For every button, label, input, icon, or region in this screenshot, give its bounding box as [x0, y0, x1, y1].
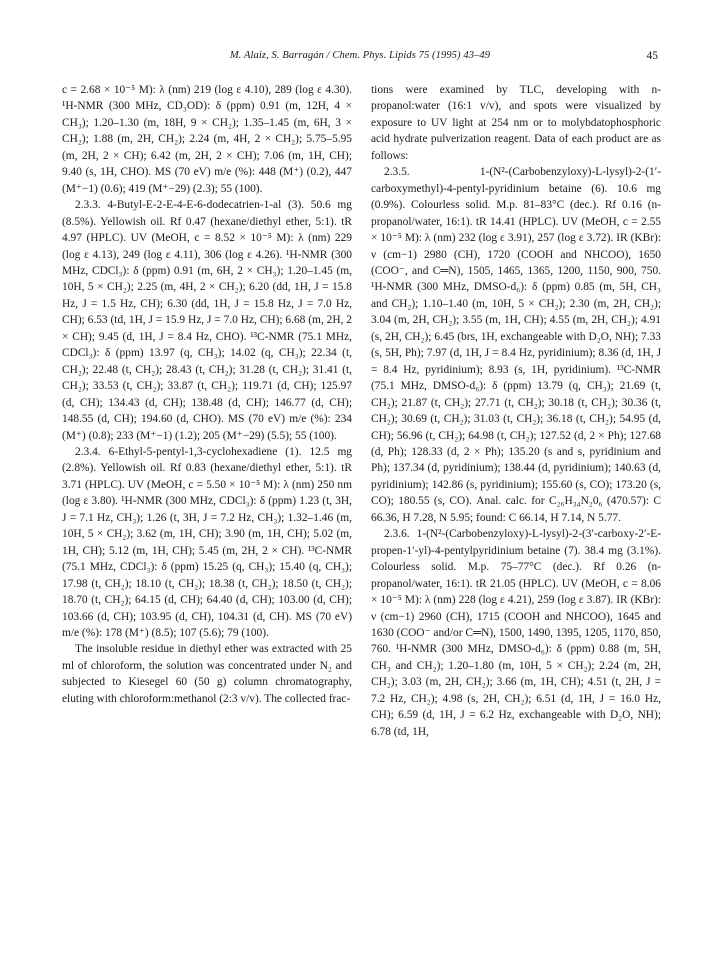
paragraph: c = 2.68 × 10⁻⁵ M): λ (nm) 219 (log ε 4.10), 289 (log ε 4.30). ¹H-NMR (300 MHz, CD₃OD): δ (ppm) 0.91 (m, 12H, 4 × CH₃); 1.20–1.30 (m, 18H, 9 × CH₂); 1.35–1.45 (m, 6H, 3 × CH₂); 1.88 (m, 2H, CH₂); 2.24 (m, 4H, 2 × CH₂); 5.75–5.95 (m, 2H, 2 × CH); 6.42 (m, 2H, 2 × CH); 7.06 (m, 1H, CH); 9.40 (s, 1H, CHO). MS (70 eV) m/e (%): 448 (M⁺) (0.2), 447 (M⁺−1) (0.6); 419 (M⁺−29) (2.3); 55 (100).: [62, 84, 352, 195]
section-2-3-3: 2.3.3. 4-Butyl-E-2-E-4-E-6-dodecatrien-1-al (3). 50.6 mg (8.5%). Yellowish oil. Rf 0.47 (hexane/diethyl ether, 5:1). tR 4.97 (HPLC). UV (MeOH, c = 8.52 × 10⁻⁵ M): λ (nm) 229 (log ε 4.13), 249 (log ε 4.11), 306 (log ε 4.26). ¹H-NMR (300 MHz, CDCl₃): δ (ppm) 0.91 (m, 6H, 2 × CH₃); 1.20–1.45 (m, 10H, 5 × CH₂); 2.25 (m, 4H, 2 × CH₂); 6.20 (dd, 1H, J = 15.8 Hz, J = 1.5 Hz, CH); 6.30 (dd, 1H, J = 15.8 Hz, J = 7.0 Hz, CH); 6.53 (td, 1H, J = 15.9 Hz, J = 7.0 Hz, CH); 6.68 (m, 2H, 2 × CH); 9.45 (d, 1H, J = 8.4 Hz, CHO). ¹³C-NMR (75.1 MHz, CDCl₃): δ (ppm) 13.97 (q, CH₃); 14.02 (q, CH₃); 22.34 (t, CH₂); 22.48 (t, CH₂); 28.43 (t, CH₂); 31.28 (t, CH₂); 31.41 (t, CH₂); 33.53 (t, CH₂); 33.87 (t, CH₂); 119.71 (d, CH); 125.97 (d, CH); 134.43 (d, CH); 138.48 (d, CH); 146.77 (d, CH); 148.55 (d, CH); 194.60 (d, CHO). MS (70 eV) m/e (%): 234 (M⁺) (0.8); 233 (M⁺−1) (1.2); 205 (M⁺−29) (5.5); 55 (100).: [62, 199, 352, 442]
page-header: [62, 50, 658, 66]
section-2-3-5: 2.3.5. 1-(N²-(Carbobenzyloxy)-L-lysyl)-2-(1′-carboxymethyl)-4-pentyl-pyridinium betaine (6). 10.6 mg (0.9%). Colourless solid. M.p. 81–83°C (dec.). Rf 0.16 (n-propanol/water, 16:1). tR 14.41 (HPLC). UV (MeOH, c = 2.55 × 10⁻⁵ M): λ (nm) 232 (log ε 3.91), 257 (log ε 3.72). IR (KBr): ν (cm−1) 2980 (CH), 1720 (COOH and NHCOO), 1650 (COO⁻, and C═N), 1505, 1465, 1365, 1200, 1150, 900, 750. ¹H-NMR (300 MHz, DMSO-d₆): δ (ppm) 0.85 (m, 5H, CH₃ and CH₂); 1.10–1.40 (m, 10H, 5 × CH₂); 2.30 (m, 2H, CH₂); 3.04 (m, 2H, CH₂); 3.55 (m, 1H, CH); 4.55 (m, 2H, CH₂); 4.91 (s, 2H, CH₂); 6.45 (brs, 1H, exchangeable with D₂O, NH); 7.33 (s, 5H, Ph); 7.97 (d, 1H, J = 8.4 Hz, pyridinium); 8.36 (d, 1H, J = 8.4 Hz, pyridinium); 8.93 (s, 1H, pyridinium). ¹³C-NMR (75.1 MHz, DMSO-d₆): δ (ppm) 13.79 (q, CH₃); 21.69 (t, CH₂); 21.87 (t, CH₂); 27.71 (t, CH₂); 30.18 (t, CH₂); 30.36 (t, CH₂); 30.69 (t, CH₂); 31.03 (t, CH₂); 36.18 (t, CH₂); 54.95 (d, CH); 56.96 (t, CH₂); 64.98 (t, CH₂); 127.52 (d, 2 × Ph); 127.68 (d, Ph); 128.33 (d, 2 × Ph); 135.20 (s and s, pyridinium and Ph); 137.34 (d, pyridinium); 138.44 (d, pyridinium); 140.63 (d, pyridinium); 142.86 (s, pyridinium); 155.60 (s, CO); 173.20 (s, CO); 180.55 (s, CO). Anal. calc. for C₂₆H₃₄N₂0₆ (470.57): C 66.36, H 7.28, N 5.95; found: C 66.14, H 7.14, N 5.77.: [371, 166, 661, 524]
section-2-3-6: 2.3.6. 1-(N²-(Carbobenzyloxy)-L-lysyl)-2-(3′-carboxy-2′-E-propen-1′-yl)-4-pentylpyridinium betaine (7). 38.4 mg (3.1%). Colourless solid. M.p. 75–77°C (dec.). Rf 0.26 (n-propanol/water, 16:1). tR 21.05 (HPLC). UV (MeOH, c = 8.06 × 10⁻⁵ M): λ (nm) 228 (log ε 4.21), 259 (log ε 3.87). IR (KBr): ν (cm−1) 2960 (CH), 1715 (COOH and NHCOO), 1645 and 1630 (COO⁻ and/or C═N), 1500, 1490, 1395, 1205, 1170, 850, 760. ¹H-NMR (300 MHz, DMSO-d₆): δ (ppm) 0.88 (m, 5H, CH₃ and CH₂); 1.20–1.80 (m, 10H, 5 × CH₂); 2.24 (m, 2H, CH₂); 3.03 (m, 2H, CH₂); 3.66 (m, 1H, CH); 4.51 (t, 2H, J = 7.2 Hz, CH₂); 4.98 (s, 2H, CH₂); 6.51 (d, 1H, J = 16.0 Hz, CH); 6.59 (d, 1H, J = 6.2 Hz, exchangeable with D₂O, NH); 6.78 (td, 1H,: [371, 528, 661, 738]
section-2-3-4: 2.3.4. 6-Ethyl-5-pentyl-1,3-cyclohexadiene (1). 12.5 mg (2.8%). Yellowish oil. Rf 0.83 (hexane/diethyl ether, 5:1). tR 3.71 (HPLC). UV (MeOH, c = 5.50 × 10⁻⁵ M): λ (nm) 250 nm (log ε 3.80). ¹H-NMR (300 MHz, CDCl₃): δ (ppm) 1.23 (t, 3H, J = 7.1 Hz, CH₃); 1.26 (t, 3H, J = 7.2 Hz, CH₃); 1.32–1.46 (m, 10H, 5 × CH₂); 3.62 (m, 1H, CH); 3.90 (m, 1H, CH); 5.02 (m, 1H, CH); 5.12 (m, 1H, CH); 5.45 (m, 2H, 2 × CH). ¹³C-NMR (75.1 MHz, CDCl₃): δ (ppm) 15.25 (q, CH₃); 15.40 (q, CH₃); 17.98 (t, CH₂); 18.10 (t, CH₂); 18.38 (t, CH₂); 18.50 (t, CH₂); 18.70 (t, CH₂); 64.15 (d, CH); 64.40 (d, CH); 103.00 (d, CH); 103.66 (d, CH); 103.95 (d, CH), 104.31 (d, CH). MS (70 eV) m/e (%): 178 (M⁺) (8.5); 107 (5.6); 79 (100).: [62, 445, 352, 639]
left-column: [62, 82, 352, 707]
running-head: M. Alaiz, S. Barragán / Chem. Phys. Lipids 75 (1995) 43–49: [229, 50, 491, 61]
page-number: 45: [646, 50, 658, 62]
paragraph: tions were examined by TLC, developing with n-propanol:water (16:1 v/v), and spots were visualized by exposure to UV light at 254 nm or to molybdatophosphoric acid hydrate pulverization reagent. Data of each product are as follows:: [371, 84, 661, 162]
right-column: [371, 82, 661, 740]
paragraph: The insoluble residue in diethyl ether was extracted with 25 ml of chloroform, the solution was concentrated under N₂ and subjected to Kiesegel 60 (50 g) column chromatography, eluting with chloroform:methanol (2:3 v/v). The collected frac-: [62, 643, 352, 705]
